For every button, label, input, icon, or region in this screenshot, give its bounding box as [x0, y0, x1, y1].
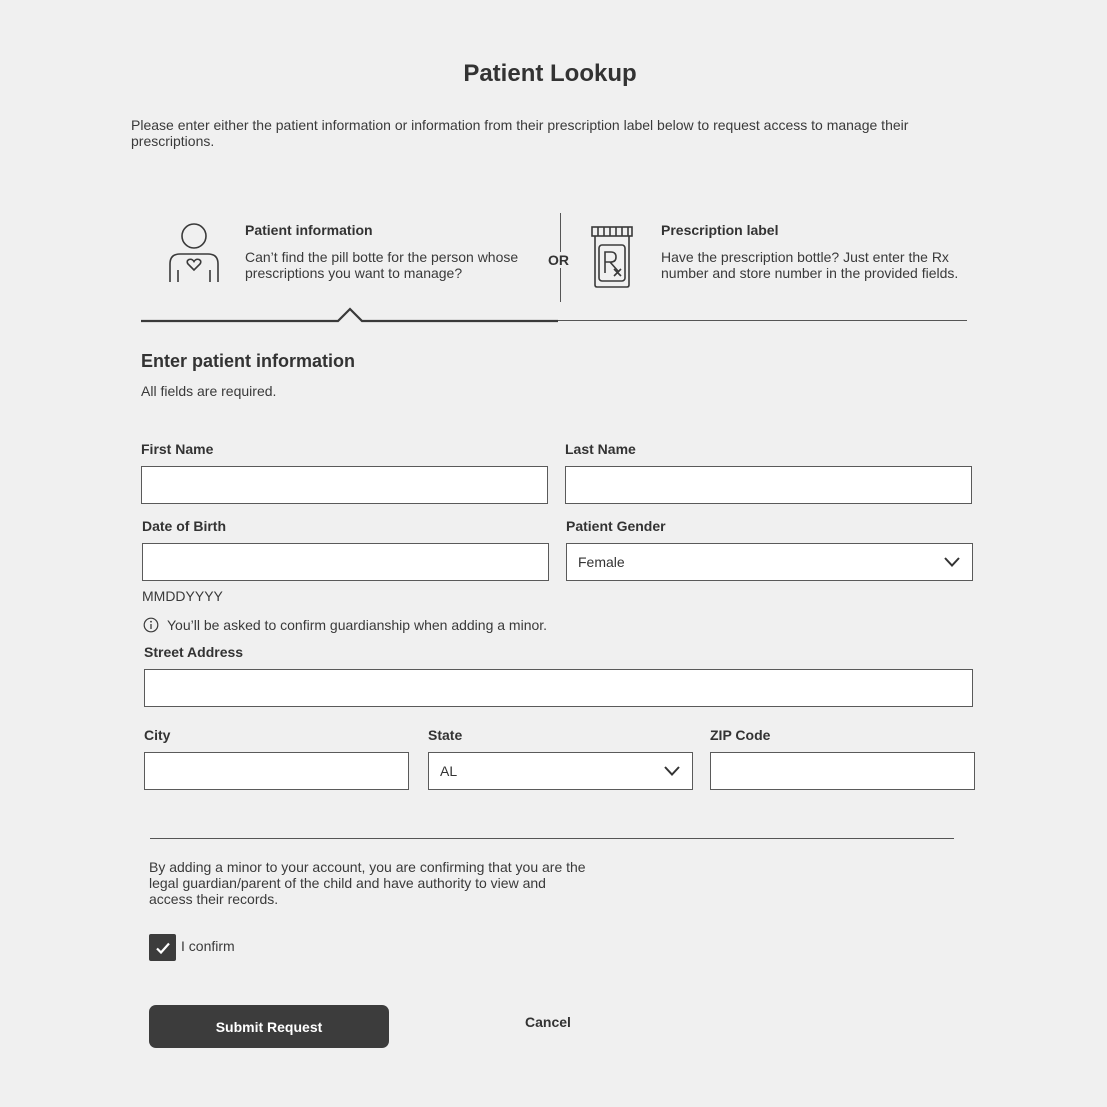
consent-text: By adding a minor to your account, you are confirming that you are the legal guardian/parent of the child and have authority to view and access their records.: [149, 859, 586, 907]
first-name-label: First Name: [141, 441, 214, 457]
option-prescription-description: Have the prescription bottle? Just enter the Rx number and store number in the provided fields.: [661, 249, 959, 281]
dob-label: Date of Birth: [142, 518, 226, 534]
option-patient-title: Patient information: [245, 222, 373, 238]
street-address-field[interactable]: [144, 669, 973, 707]
state-select-value: AL: [440, 763, 458, 779]
section-title: Enter patient information: [141, 351, 356, 371]
dob-format-hint: MMDDYYYY: [142, 588, 223, 604]
last-name-field[interactable]: [565, 466, 972, 504]
cancel-link[interactable]: Cancel: [525, 1014, 571, 1030]
gender-select-value: Female: [578, 554, 625, 570]
minor-note-text: You’ll be asked to confirm guardianship when adding a minor.: [167, 617, 548, 633]
tab-underline: [558, 320, 967, 321]
chevron-down-icon: [663, 765, 681, 777]
state-label: State: [428, 727, 463, 743]
info-icon: [143, 617, 159, 633]
confirm-checkbox-label[interactable]: I confirm: [181, 938, 235, 954]
zip-code-field[interactable]: [710, 752, 975, 790]
chevron-down-icon: [943, 556, 961, 568]
street-label: Street Address: [144, 644, 244, 660]
option-patient-description: Can’t find the pill botte for the person whose prescriptions you want to manage?: [245, 249, 519, 281]
minor-note: [143, 617, 547, 633]
page-title: Patient Lookup: [463, 60, 637, 87]
pill-bottle-rx-icon: [590, 225, 634, 294]
dob-field[interactable]: [142, 543, 549, 581]
confirm-checkbox[interactable]: [149, 934, 176, 961]
gender-select[interactable]: [566, 543, 973, 581]
checkmark-icon: [155, 941, 171, 955]
divider: [150, 838, 954, 839]
last-name-label: Last Name: [565, 441, 636, 457]
option-prescription-title: Prescription label: [661, 222, 779, 238]
option-prescription-label[interactable]: [580, 205, 967, 305]
option-patient-information[interactable]: [141, 205, 557, 305]
gender-label: Patient Gender: [566, 518, 666, 534]
intro-text: Please enter either the patient information or information from their prescription label below to request access to manage their prescriptions.: [131, 117, 909, 149]
required-note: All fields are required.: [141, 383, 277, 399]
submit-request-button[interactable]: Submit Request: [149, 1005, 389, 1048]
selected-tab-indicator: [140, 306, 560, 324]
city-label: City: [144, 727, 171, 743]
zip-label: ZIP Code: [710, 727, 771, 743]
state-select[interactable]: [428, 752, 693, 790]
or-label: OR: [548, 252, 569, 268]
first-name-field[interactable]: [141, 466, 548, 504]
person-heart-icon: [168, 220, 220, 289]
city-field[interactable]: [144, 752, 409, 790]
